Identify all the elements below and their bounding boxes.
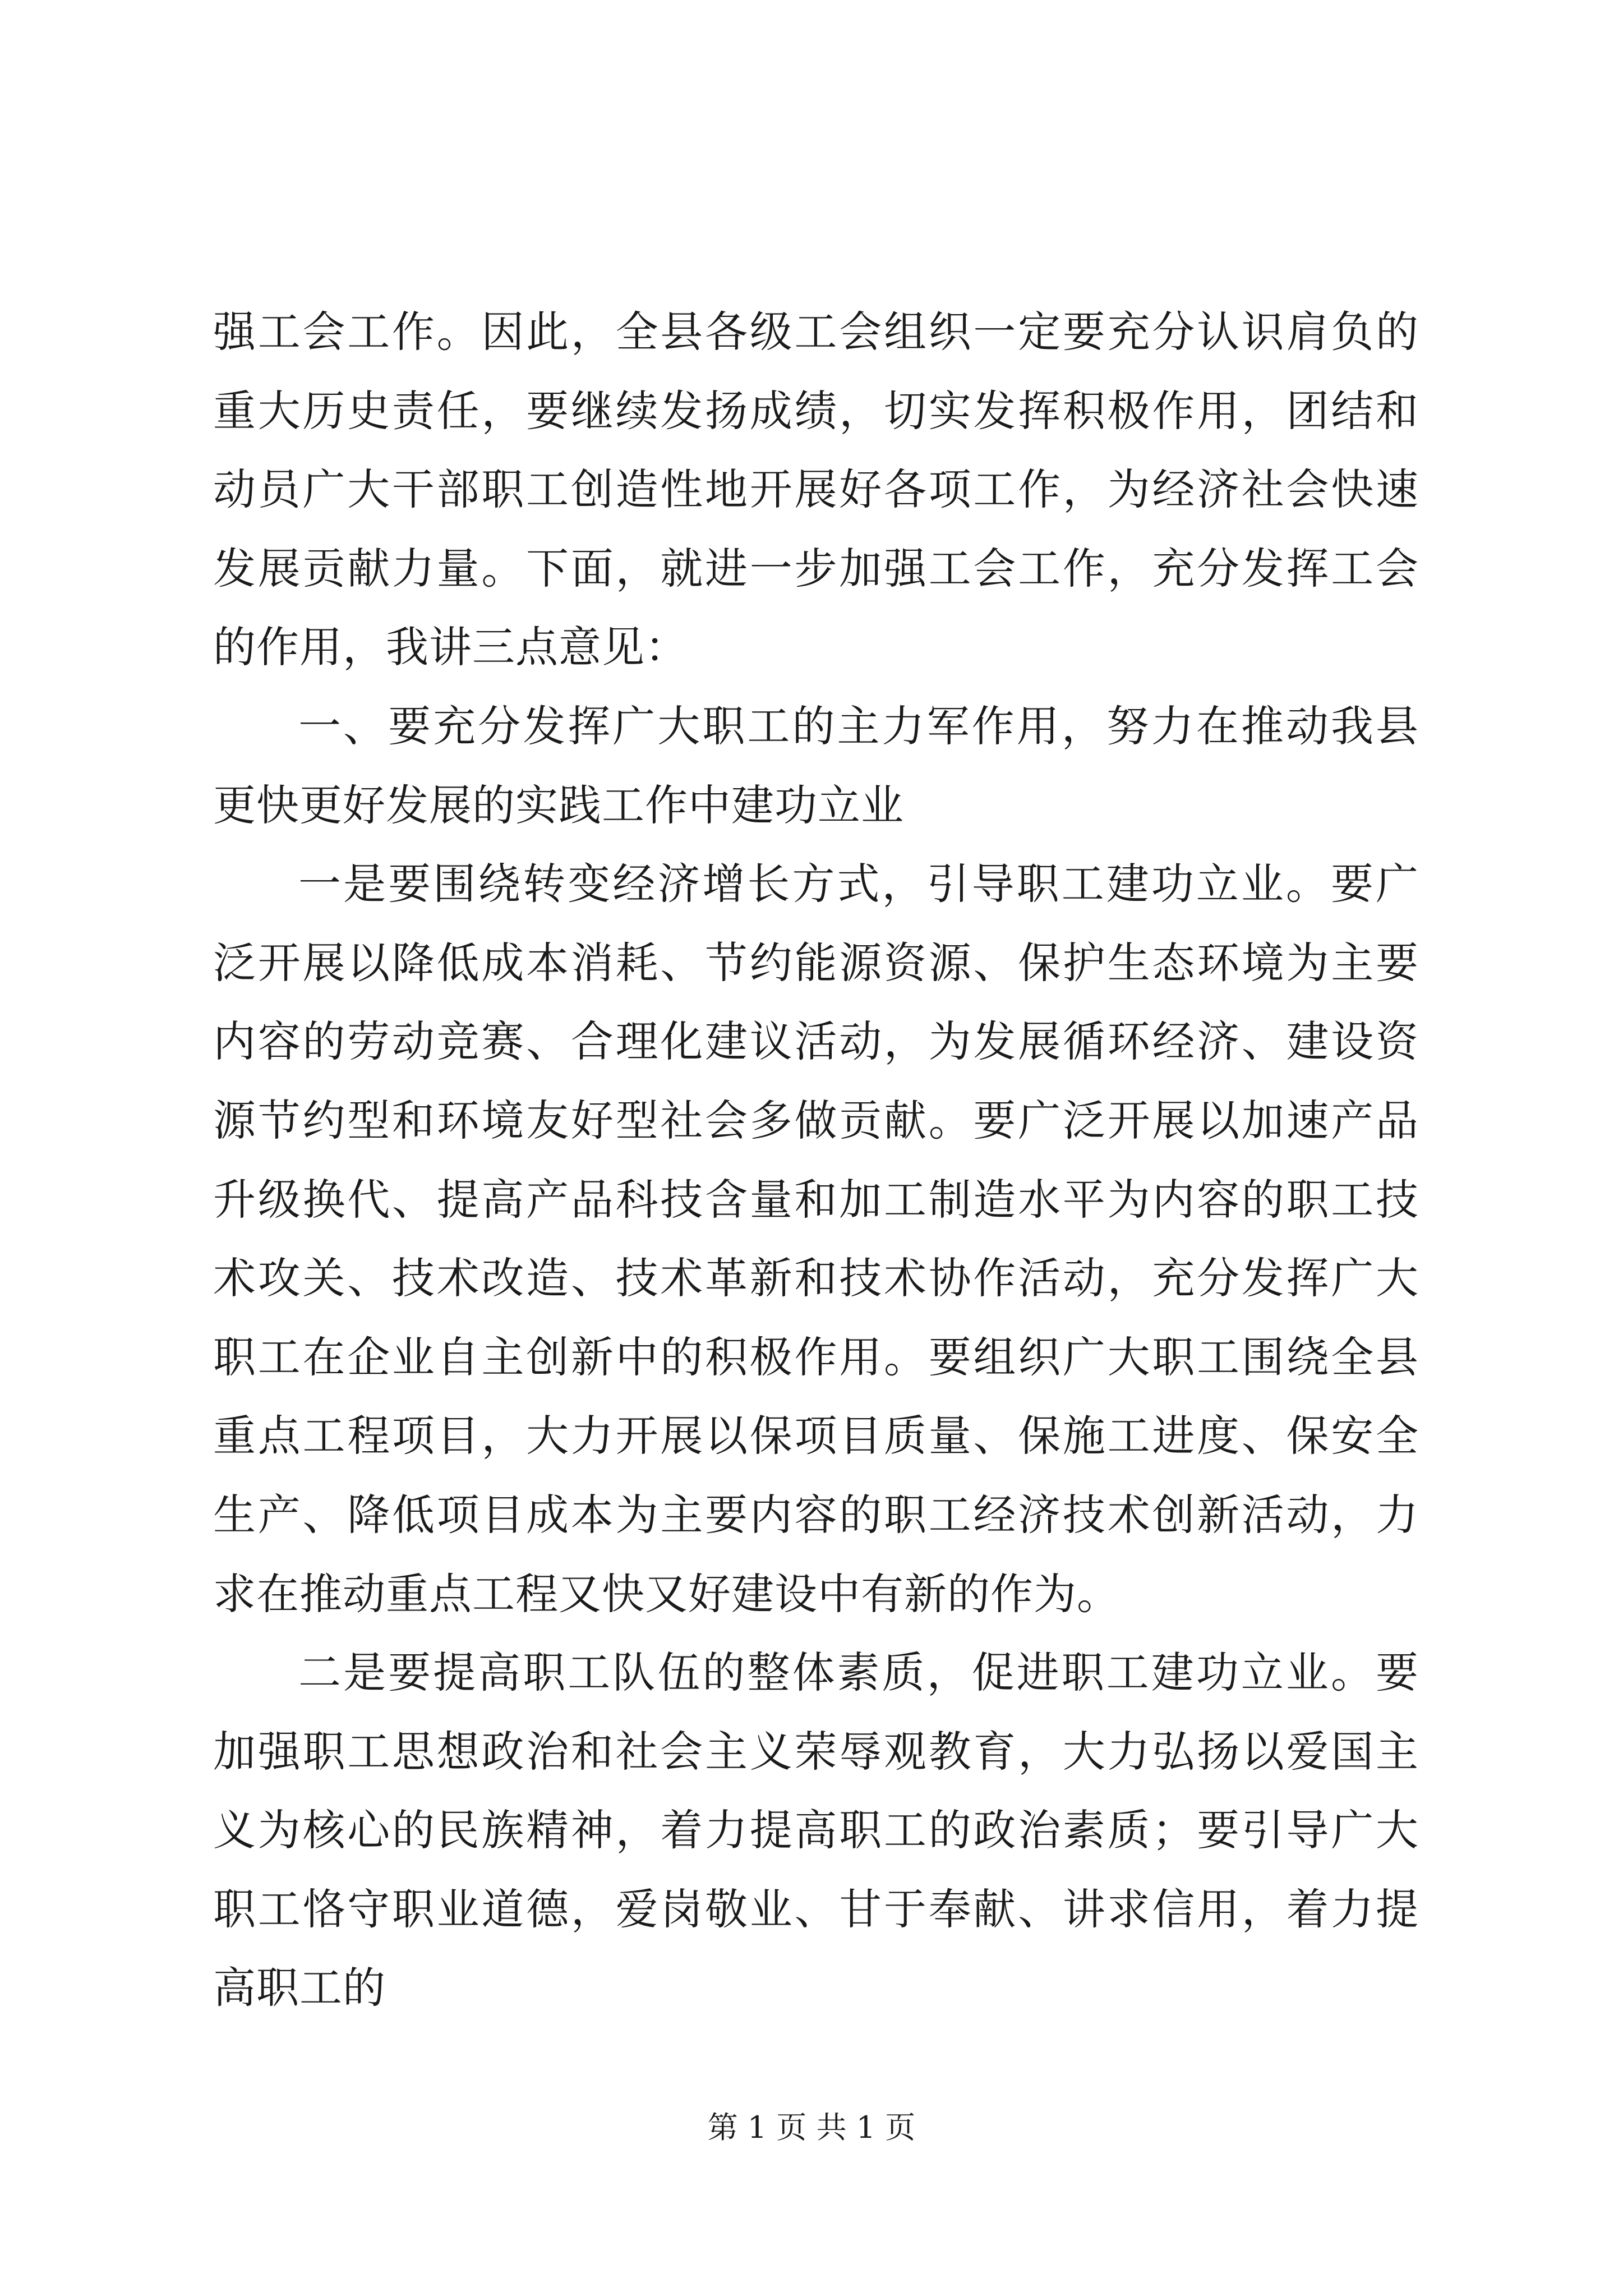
section-heading-1: 一、要充分发挥广大职工的主力军作用，努力在推动我县更快更好发展的实践工作中建功立业 <box>213 701 1419 830</box>
document-body <box>213 293 1419 2028</box>
paragraph-point-1: 一是要围绕转变经济增长方式，引导职工建功立业。要广泛开展以降低成本消耗、节约能源资源、保护生态环境为主要内容的劳动竞赛、合理化建议活动，为发展循环经济、建设资源节约型和环境友好型社会多做贡献。要广泛开展以加速产品升级换代、提高产品科技含量和加工制造水平为内容的职工技术攻关、技术改造、技术革新和技术协作活动，充分发挥广大职工在企业自主创新中的积极作用。要组织广大职工围绕全县重点工程项目，大力开展以保项目质量、保施工进度、保安全生产、降低项目成本为主要内容的职工经济技术创新活动，力求在推动重点工程又快又好建设中有新的作为。 <box>213 859 1419 1619</box>
paragraph-point-2: 二是要提高职工队伍的整体素质，促进职工建功立业。要加强职工思想政治和社会主义荣辱观教育，大力弘扬以爱国主义为核心的民族精神，着力提高职工的政治素质；要引导广大职工恪守职业道德，爱岗敬业、甘于奉献、讲求信用，着力提高职工的 <box>213 1648 1419 2013</box>
page-footer: 第 1 页 共 1 页 <box>707 2110 916 2145</box>
paragraph-continuation: 强工会工作。因此，全县各级工会组织一定要充分认识肩负的重大历史责任，要继续发扬成绩，切实发挥积极作用，团结和动员广大干部职工创造性地开展好各项工作，为经济社会快速发展贡献力量。下面，就进一步加强工会工作，充分发挥工会的作用，我讲三点意见： <box>213 307 1419 673</box>
